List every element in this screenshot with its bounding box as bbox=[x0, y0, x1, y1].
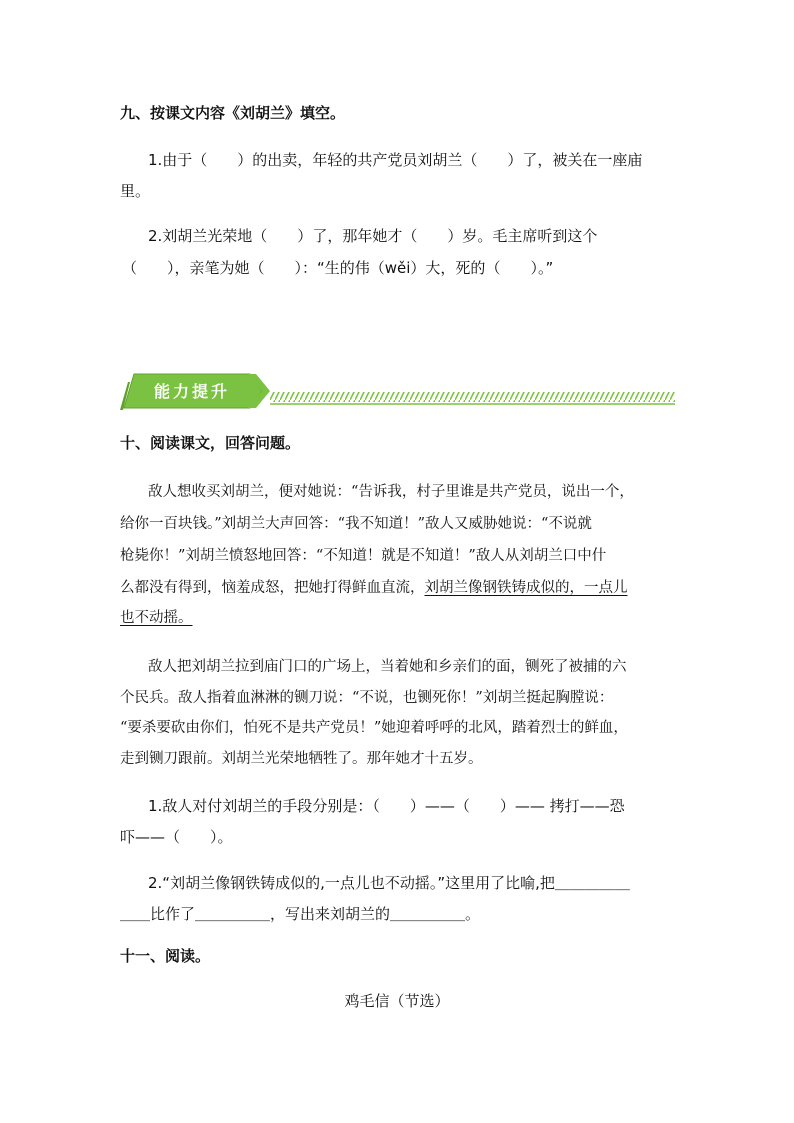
passage-p1-line4-plain: 么都没有得到，恼羞成怒，把她打得鲜血直流， bbox=[120, 580, 425, 596]
reading-title: 鸡毛信（节选） bbox=[344, 992, 450, 1010]
underlined-sentence-part2: 也不动摇。 bbox=[120, 610, 193, 626]
section-10-heading: 十、阅读课文，回答问题。 bbox=[120, 434, 301, 452]
passage-p2-line2: 个民兵。敌人指着血淋淋的铡刀说：“不说，也铡死你！”刘胡兰挺起胸膛说： bbox=[120, 690, 614, 706]
section-10-q2-line1: 2.“刘胡兰像钢铁铸成似的,一点儿也不动摇。”这里用了比喻,把＿＿＿＿＿ bbox=[148, 874, 630, 892]
section-9-q2-line1: 2.刘胡兰光荣地（ ）了，那年她才（ ）岁。毛主席听到这个 bbox=[148, 227, 598, 245]
ability-banner bbox=[120, 370, 680, 412]
passage-p2-line4: 走到铡刀跟前。刘胡兰光荣地牺牲了。那年她才十五岁。 bbox=[120, 751, 483, 767]
section-10-q2-line2: ＿＿比作了＿＿＿＿＿，写出来刘胡兰的＿＿＿＿＿。 bbox=[120, 905, 481, 923]
section-9-q1-line1: 1.由于（ ）的出卖，年轻的共产党员刘胡兰（ ）了，被关在一座庙 bbox=[148, 151, 643, 169]
passage-p1-line1: 敌人想收买刘胡兰，便对她说：“告诉我，村子里谁是共产党员，说出一个， bbox=[148, 484, 634, 500]
section-11-heading: 十一、阅读。 bbox=[120, 947, 211, 965]
section-9-q2-line2: （ ），亲笔为她（ ）：“生的伟（wěi）大，死的（ ）。” bbox=[122, 259, 554, 277]
banner-label: 能力提升 bbox=[154, 382, 231, 401]
section-10-q1-line2: 吓——（ ）。 bbox=[120, 828, 233, 846]
section-9-heading: 九、按课文内容《刘胡兰》填空。 bbox=[120, 104, 346, 122]
underlined-sentence-part1: 刘胡兰像钢铁铸成似的，一点儿 bbox=[424, 580, 628, 596]
passage-p2-line1: 敌人把刘胡兰拉到庙门口的广场上，当着她和乡亲们的面，铡死了被捕的六 bbox=[148, 659, 627, 675]
passage-p1-line3: 枪毙你！”刘胡兰愤怒地回答：“不知道！就是不知道！”敌人从刘胡兰口中什 bbox=[120, 548, 607, 564]
passage-p2-line3: “要杀要砍由你们，怕死不是共产党员！”她迎着呼呼的北风，踏着烈士的鲜血， bbox=[120, 720, 628, 736]
passage-p1-line2: 给你一百块钱。”刘胡兰大声回答：“我不知道！”敌人又威胁她说：“不说就 bbox=[120, 516, 592, 532]
section-10-q1-line1: 1.敌人对付刘胡兰的手段分别是：（ ）——（ ）—— 拷打——恐 bbox=[148, 797, 625, 815]
passage-p1-line4 bbox=[120, 576, 628, 597]
section-9-q1-line2: 里。 bbox=[120, 182, 151, 200]
